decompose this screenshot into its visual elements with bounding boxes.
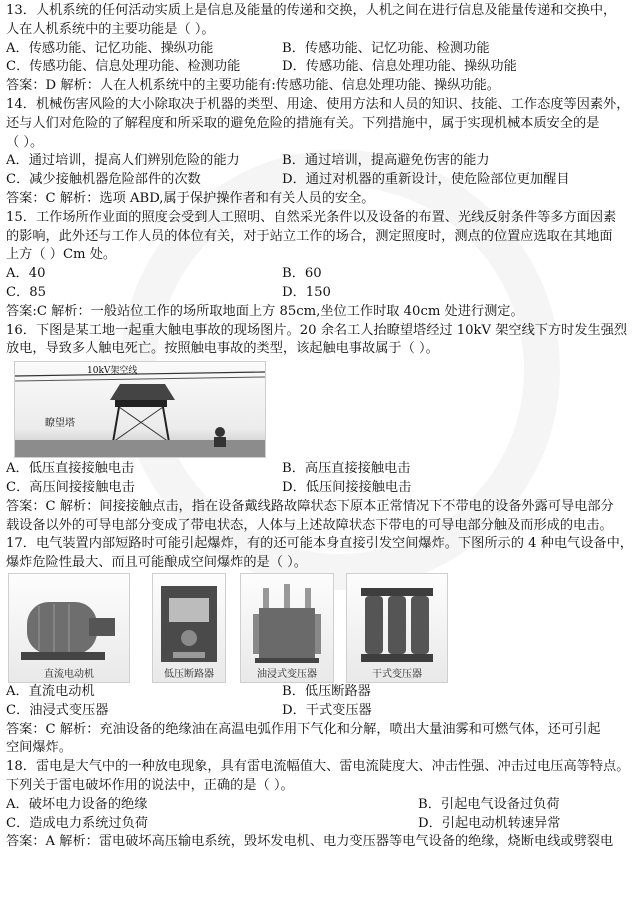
figure-caption: 直流电动机 <box>44 668 94 680</box>
question-stem: 15．工作场所作业面的照度会受到人工照明、自然采光条件以及设备的布置、光线反射条件等多方面因素 <box>6 209 617 225</box>
answer-explanation: 答案：D 解析：人在人机系统中的主要功能有:传感功能、信息处理功能、操纵功能。 <box>6 78 500 94</box>
option-d: D．干式变压器 <box>282 702 372 718</box>
question-stem: 16．下图是某工地一起重大触电事故的现场图片。20 余名工人抬瞭望塔经过 10kV 架空线下方时发生强烈 <box>6 322 628 338</box>
option-a: A．40 <box>6 266 46 282</box>
scene-drawing <box>15 362 265 457</box>
line-label: 10kV架空线 <box>87 366 138 377</box>
accident-scene-photo <box>14 361 266 458</box>
answer-explanation: 答案:C 解析：一般站位工作的场所取地面上方 85cm,坐位工作时取 40cm 处进行测定。 <box>6 303 524 319</box>
option-b: B．引起电气设备过负荷 <box>418 796 560 812</box>
answer-explanation: 答案：A 解析：雷电破坏高压输电系统，毁坏发电机、电力变压器等电气设备的绝缘，烧断电线或劈裂电 <box>6 834 614 850</box>
option-a: A．低压直接接触电击 <box>6 461 135 477</box>
options-row <box>6 796 636 815</box>
option-b: B．高压直接接触电击 <box>282 461 411 477</box>
answer-explanation: 答案：C 解析：充油设备的绝缘油在高温电弧作用下气化和分解，喷出大量油雾和可燃气体，还可引起 <box>6 721 601 737</box>
answer-explanation: 空间爆炸。 <box>6 740 72 756</box>
question-17 <box>6 535 636 758</box>
option-d: D．通过对机器的重新设计，使危险部位更加醒目 <box>282 172 570 188</box>
option-d: D．低压间接接触电击 <box>282 479 412 495</box>
options-row <box>6 284 636 303</box>
breaker-photo <box>152 573 226 683</box>
options-row <box>6 683 636 702</box>
question-stem: 14．机械伤害风险的大小除取决于机器的类型、用途、使用方法和人员的知识、技能、工作态度等因素外， <box>6 96 630 112</box>
question-stem: 18．雷电是大气中的一种放电现象，具有雷电流幅值大、雷电流陡度大、冲击性强、冲击过电压高等特点。 <box>6 759 630 775</box>
question-stem: 的影响，此外还与工作人员的体位有关，对于站立工作的场合，测定照度时，测点的位置应选取在其地面 <box>6 228 613 244</box>
option-a: A．通过培训，提高人们辨别危险的能力 <box>6 153 240 169</box>
question-16 <box>6 322 636 536</box>
option-d: D．传感功能、信息处理功能、操纵功能 <box>282 59 517 75</box>
dry-transformer-photo <box>346 573 448 683</box>
options-row <box>6 460 636 479</box>
options-row <box>6 58 636 77</box>
question-stem: 下列关于雷电破坏作用的说法中，正确的是（ ）。 <box>6 777 294 793</box>
answer-explanation: 载设备以外的可导电部分变成了带电状态，人体与上述故障状态下带电的可导电部分触及而形成的电击。 <box>6 517 613 533</box>
options-row <box>6 40 636 59</box>
option-b: B．低压断路器 <box>282 683 371 699</box>
question-stem: （ ）。 <box>6 134 44 150</box>
option-c: C．油浸式变压器 <box>6 702 109 718</box>
equipment-figures <box>6 573 636 683</box>
option-c: C．高压间接接触电击 <box>6 479 135 495</box>
option-a: A．破坏电力设备的绝缘 <box>6 796 148 812</box>
options-row <box>6 265 636 284</box>
question-stem: 还与人们对危险的了解程度和所采取的避免危险的措施有关。下列措施中，属于实现机械本质安全的是 <box>6 115 600 131</box>
option-c: C．85 <box>6 284 47 300</box>
option-a: A．传感功能、记忆功能、操纵功能 <box>6 40 214 56</box>
question-stem: 人在人机系统中的主要功能是（ ）。 <box>6 21 215 37</box>
tower-label: 瞭望塔 <box>45 418 75 430</box>
question-stem: 17．电气装置内部短路时可能引起爆炸，有的还可能本身直接引发空间爆炸。下图所示的 4 种电气设备中， <box>6 536 633 552</box>
answer-explanation: 答案：C 解析：间接接触点击，指在设备戴线路故障状态下原本正常情况下不带电的设备外露可导电部分 <box>6 498 614 514</box>
option-b: B．60 <box>282 266 322 282</box>
figure-caption: 油浸式变压器 <box>257 668 317 680</box>
figure-caption: 干式变压器 <box>372 668 422 680</box>
figure-caption: 低压断路器 <box>164 668 214 680</box>
question-page <box>6 2 636 852</box>
option-b: B．通过培训，提高避免伤害的能力 <box>282 153 490 169</box>
question-stem: 放电，导致多人触电死亡。按照触电事故的类型，该起触电事故属于（ ）。 <box>6 341 439 357</box>
question-13 <box>6 2 636 96</box>
option-d: D．150 <box>282 284 331 300</box>
question-stem: 爆炸危险性最大、而且可能酿成空间爆炸的是（ ）。 <box>6 555 307 571</box>
option-b: B．传感功能、记忆功能、检测功能 <box>282 40 490 56</box>
option-c: C．传感功能、信息处理功能、检测功能 <box>6 59 241 75</box>
option-d: D．引起电动机转速异常 <box>418 815 561 831</box>
oil-transformer-photo <box>240 573 334 683</box>
question-15 <box>6 209 636 322</box>
option-a: A．直流电动机 <box>6 683 95 699</box>
options-row <box>6 815 636 834</box>
options-row <box>6 479 636 498</box>
question-stem: 13．人机系统的任何活动实质上是信息及能量的传递和交换，人机之间在进行信息及能量传递和交换中， <box>6 3 617 18</box>
option-c: C．减少接触机器危险部件的次数 <box>6 172 201 188</box>
option-c: C．造成电力系统过负荷 <box>6 815 148 831</box>
question-14 <box>6 96 636 209</box>
question-18 <box>6 758 636 852</box>
options-row <box>6 702 636 721</box>
dc-motor-photo <box>8 573 130 683</box>
options-row <box>6 171 636 190</box>
answer-explanation: 答案：C 解析：选项 ABD,属于保护操作者和有关人员的安全。 <box>6 190 375 206</box>
question-stem: 上方（ ）Cm 处。 <box>6 247 117 263</box>
options-row <box>6 152 636 171</box>
